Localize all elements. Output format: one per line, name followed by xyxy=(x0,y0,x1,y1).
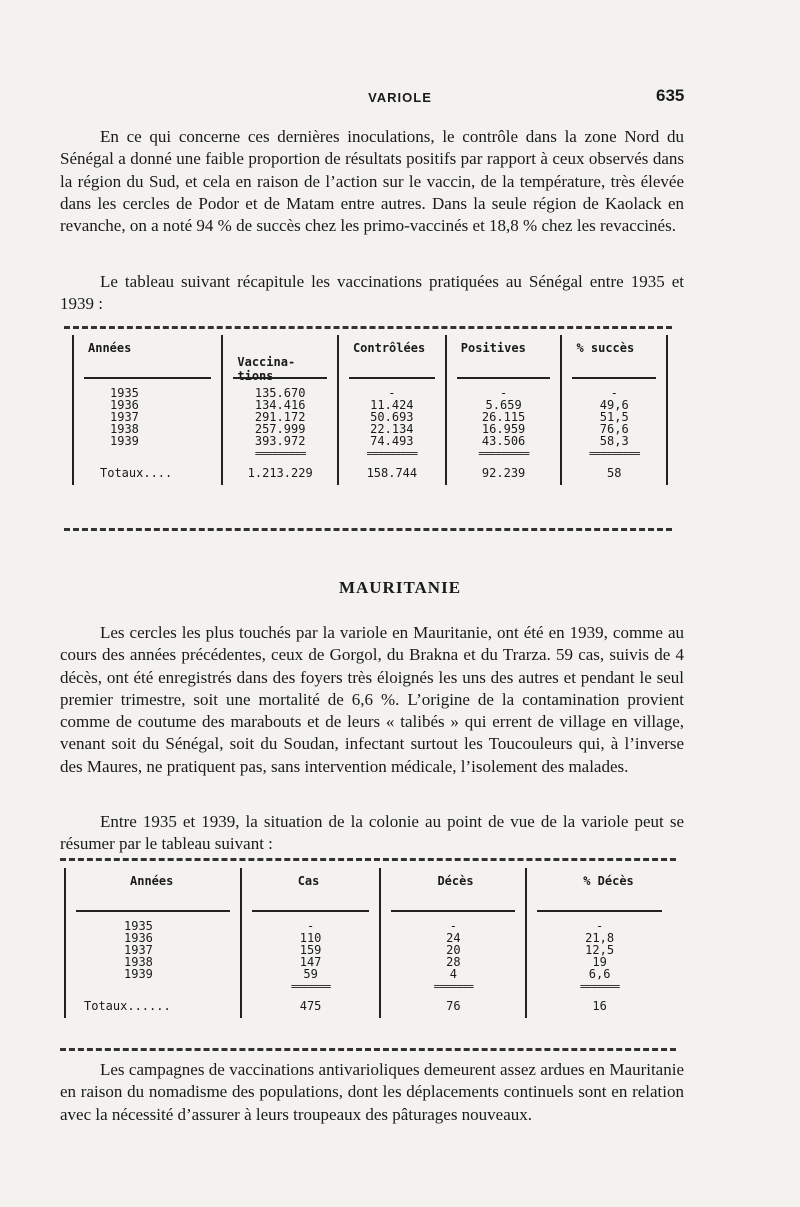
value-cell: - xyxy=(306,919,315,933)
paragraph-campagnes: Les campagnes de vaccinations antivarioliques demeurent assez ardues en Mauritanie en raison du nomadisme des populations, dont les déplacements continuels sont en relation avec la nécessité d’assurer à leurs troupeaux des pâturages nouveaux. xyxy=(60,1060,684,1124)
value-cell: 26.115 xyxy=(481,410,526,424)
total-separator: ========= xyxy=(588,447,640,460)
variole-table-header xyxy=(65,868,672,916)
value-cell: 50.693 xyxy=(370,410,414,424)
table2-bottom-border xyxy=(60,1048,676,1051)
vaccinations-table-header xyxy=(73,335,667,383)
total-separator: ========= xyxy=(254,447,306,460)
total-separator: ======= xyxy=(433,980,473,993)
year-cell: 1939 xyxy=(124,967,153,981)
value-cell: 134.416 xyxy=(254,398,306,412)
total-separator: ======= xyxy=(290,980,331,993)
value-cell: - xyxy=(499,386,508,400)
total-controlees: 158.744 xyxy=(366,466,418,480)
section-title-mauritanie: MAURITANIE xyxy=(338,578,462,597)
value-cell: 147 xyxy=(299,955,322,969)
variole-mauritanie-table xyxy=(64,868,672,1018)
value-cell: - xyxy=(610,386,618,400)
value-cell: 4 xyxy=(449,967,457,981)
value-cell: 291.172 xyxy=(254,410,306,424)
value-cell: - xyxy=(449,919,457,933)
value-cell: 110 xyxy=(299,931,322,945)
header-annees: Années xyxy=(65,868,241,916)
value-cell: 51,5 xyxy=(599,410,629,424)
controlees-column xyxy=(338,383,446,485)
positives-column xyxy=(446,383,562,485)
value-cell: 20 xyxy=(446,943,461,957)
total-separator: ========= xyxy=(366,447,418,460)
header-vaccinations: Vaccina- tions xyxy=(222,335,338,383)
value-cell: 74.493 xyxy=(370,434,414,448)
year-cell: 1935 xyxy=(110,386,139,400)
paragraph-situation: Entre 1935 et 1939, la situation de la colonie au point de vue de la variole peut se résumer par le tableau suivant : xyxy=(60,812,684,854)
value-cell: 6,6 xyxy=(588,967,611,981)
total-deces: 76 xyxy=(446,999,461,1013)
value-cell: 24 xyxy=(446,931,461,945)
year-cell: 1936 xyxy=(110,398,139,412)
total-succes: 58 xyxy=(606,466,622,480)
paragraph-mauritanie: Les cercles les plus touchés par la variole en Mauritanie, ont été en 1939, comme au cours des années précédentes, ceux de Gorgol, du Brakna et du Trarza. 59 cas, suivis de 4 décès, ont été enregistrés dans des foyers très éloignés les uns des autres et pendant le seul premier trimestre, soit une mortalité de 6,6 %. L’origine de la contamination provient comme de coutume des marabouts et de leurs « talibés » qui errent de village en village, venant soit du Sénégal, soit du Soudan, infectant surtout les Toucouleurs qui, à l’inverse des Maures, ne pratiquent pas, sans intervention médicale, l’isolement des malades. xyxy=(60,623,684,776)
year-cell: 1937 xyxy=(110,410,139,424)
value-cell: 5.659 xyxy=(485,398,522,412)
header-succes: % succès xyxy=(561,335,667,383)
value-cell: 135.670 xyxy=(254,386,306,400)
running-header-title: VARIOLE xyxy=(368,90,432,105)
table1-top-border xyxy=(64,326,672,329)
header-cas: Cas xyxy=(241,868,381,916)
year-cell: 1939 xyxy=(110,434,139,448)
year-cell: 1936 xyxy=(124,931,153,945)
years-column xyxy=(65,916,241,1018)
page-number: 635 xyxy=(656,86,685,105)
value-cell: 59 xyxy=(303,967,318,981)
pct-deces-column xyxy=(526,916,672,1018)
value-cell: 76,6 xyxy=(599,422,629,436)
value-cell: 159 xyxy=(299,943,322,957)
value-cell: - xyxy=(595,919,604,933)
variole-table-body xyxy=(65,916,672,1018)
deces-column xyxy=(380,916,526,1018)
vaccinations-table xyxy=(72,335,668,485)
year-cell: 1938 xyxy=(124,955,153,969)
totals-label: Totaux...... xyxy=(84,999,171,1013)
value-cell: 393.972 xyxy=(254,434,306,448)
value-cell: 12,5 xyxy=(585,943,615,957)
total-separator: ======= xyxy=(579,980,620,993)
total-separator: ========= xyxy=(478,447,529,460)
total-positives: 92.239 xyxy=(481,466,526,480)
header-controlees: Contrôlées xyxy=(338,335,446,383)
table1-bottom-border xyxy=(64,528,672,531)
value-cell: 22.134 xyxy=(370,422,414,436)
totals-label: Totaux.... xyxy=(100,466,173,480)
vaccinations-table-body xyxy=(73,383,667,485)
table2-top-border xyxy=(60,858,676,861)
total-cas: 475 xyxy=(299,999,322,1013)
value-cell: 49,6 xyxy=(599,398,629,412)
value-cell: 43.506 xyxy=(481,434,526,448)
value-cell: 19 xyxy=(592,955,607,969)
year-cell: 1938 xyxy=(110,422,139,436)
year-cell: 1937 xyxy=(124,943,153,957)
header-positives: Positives xyxy=(446,335,562,383)
cas-column xyxy=(241,916,381,1018)
value-cell: 11.424 xyxy=(370,398,414,412)
paragraph-table-intro: Le tableau suivant récapitule les vaccinations pratiquées au Sénégal entre 1935 et 1939 : xyxy=(60,272,684,314)
value-cell: 21,8 xyxy=(585,931,615,945)
year-cell: 1935 xyxy=(124,919,153,933)
header-pct-deces: % Décès xyxy=(526,868,672,916)
header-annees: Années xyxy=(73,335,222,383)
value-cell: - xyxy=(388,386,396,400)
value-cell: 16.959 xyxy=(481,422,526,436)
years-column xyxy=(73,383,222,485)
vaccinations-column xyxy=(222,383,338,485)
value-cell: 58,3 xyxy=(599,434,629,448)
value-cell: 28 xyxy=(446,955,461,969)
value-cell: 257.999 xyxy=(254,422,306,436)
header-deces: Décès xyxy=(380,868,526,916)
total-vaccinations: 1.213.229 xyxy=(247,466,313,480)
total-pct-deces: 16 xyxy=(592,999,607,1013)
paragraph-inoculations: En ce qui concerne ces dernières inoculations, le contrôle dans la zone Nord du Sénégal a donné une faible proportion de résultats positifs par rapport à ceux observés dans la région du Sud, et cela en raison de l’action sur le vaccin, de la température, très élevée dans les cercles de Podor et de Matam entre autres. Dans la seule région de Kaolack en revanche, on a noté 94 % de succès chez les primo-vaccinés et 18,8 % chez les revaccinés. xyxy=(60,127,684,236)
succes-column xyxy=(561,383,667,485)
